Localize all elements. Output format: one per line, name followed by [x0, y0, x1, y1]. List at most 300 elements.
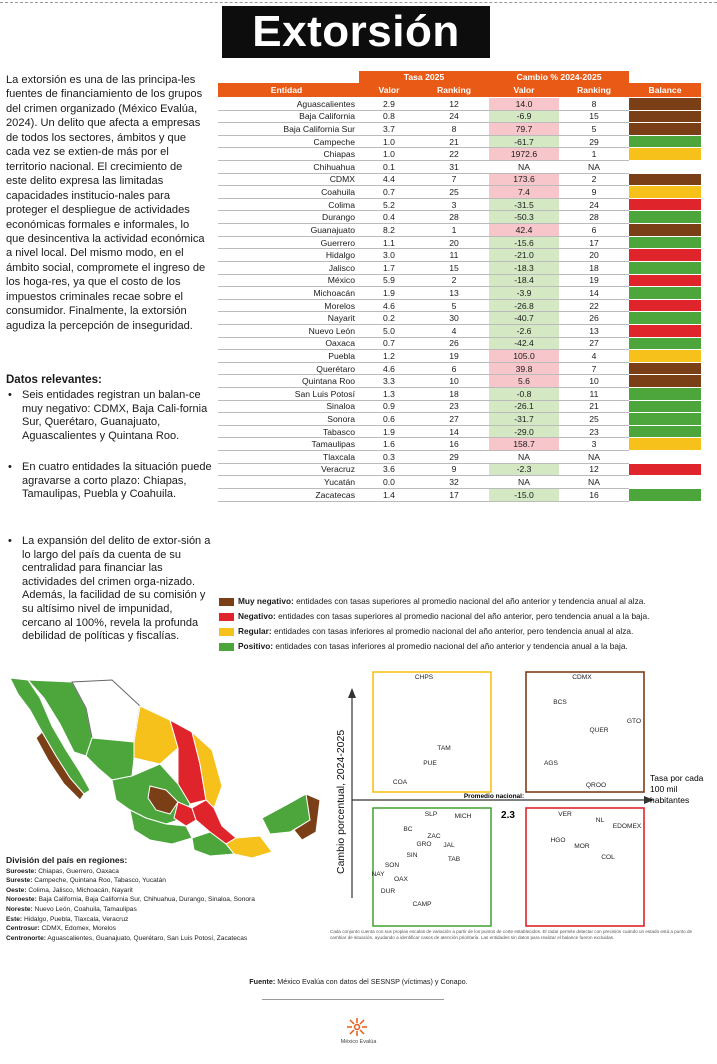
- intro-paragraph: La extorsión es una de las principa-les fuentes de financiamiento de los grupos del crimen organizado (México Evalúa, 2024). Un delito que afecta a empresas de todos los sectores, ámbitos y que cada vez se extien-de más por el territorio nacional. El crecimiento de este delito expresa las limitadas capacidades institucio-nales para proteger el despliegue de actividades económicas formales e informales, lo que desincentiva la actividad económica a nivel local. Del mismo modo, en el ámbito social, compromete el ingreso de los hoga-res, ya que el costo de los impuestos criminales recae sobre el consumidor. Finalmente, la extorsión agudiza la percepción de inseguridad.: [6, 74, 206, 332]
- cambio-value: NA: [489, 161, 559, 174]
- group-header-cambio: Cambio % 2024-2025: [489, 71, 629, 83]
- balance-swatch: [629, 362, 701, 375]
- cambio-rank: NA: [559, 161, 629, 174]
- cambio-value: -26.1: [489, 400, 559, 413]
- cambio-value: -2.3: [489, 463, 559, 476]
- tasa-value: 1.9: [359, 287, 419, 300]
- balance-swatch: [629, 236, 701, 249]
- cambio-rank: 27: [559, 337, 629, 350]
- region-item: Noroeste: Baja California, Baja California Sur, Chihuahua, Durango, Sinaloa, Sonora: [6, 896, 255, 904]
- tasa-rank: 17: [419, 488, 489, 501]
- state-name: Sonora: [218, 413, 359, 426]
- cambio-rank: 20: [559, 249, 629, 262]
- cambio-rank: 5: [559, 123, 629, 136]
- table-row: [218, 274, 701, 287]
- table-row: [218, 388, 701, 401]
- tasa-value: 4.4: [359, 173, 419, 186]
- tasa-value: 0.4: [359, 211, 419, 224]
- source-line: Fuente: México Evalúa con datos del SESNSP (víctimas) y Conapo.: [249, 977, 468, 986]
- balance-swatch: [629, 425, 701, 438]
- cambio-value: 173.6: [489, 173, 559, 186]
- table-row: [218, 161, 701, 174]
- state-name: Nuevo León: [218, 324, 359, 337]
- tasa-value: 5.2: [359, 198, 419, 211]
- scatter-point-slp: SLP: [424, 811, 438, 818]
- cambio-value: -0.8: [489, 388, 559, 401]
- balance-swatch: [629, 476, 701, 489]
- table-row: [218, 476, 701, 489]
- scatter-point-coa: COA: [392, 779, 408, 786]
- cambio-value: 14.0: [489, 98, 559, 111]
- scatter-point-bcs: BCS: [553, 699, 567, 706]
- balance-swatch: [629, 211, 701, 224]
- state-name: Tabasco: [218, 425, 359, 438]
- tasa-rank: 9: [419, 463, 489, 476]
- scatter-point-sin: SIN: [406, 852, 418, 859]
- table-row: [218, 224, 701, 237]
- tasa-value: 0.7: [359, 337, 419, 350]
- table-row: [218, 299, 701, 312]
- cambio-rank: 22: [559, 299, 629, 312]
- ranking-table: [218, 71, 701, 502]
- scatter-point-col: COL: [601, 854, 615, 861]
- cambio-rank: 3: [559, 438, 629, 451]
- page-title: Extorsión: [222, 6, 490, 58]
- tasa-rank: 25: [419, 186, 489, 199]
- scatter-point-son: SON: [384, 862, 400, 869]
- cambio-value: 105.0: [489, 350, 559, 363]
- state-name: Aguascalientes: [218, 98, 359, 111]
- cambio-rank: 26: [559, 312, 629, 325]
- tasa-rank: 5: [419, 299, 489, 312]
- cambio-rank: 6: [559, 224, 629, 237]
- tasa-rank: 11: [419, 249, 489, 262]
- scatter-point-ver: VER: [558, 811, 572, 818]
- legend-item: Positivo: entidades con tasas inferiores al promedio nacional del año anterior y tendencia anual a la baja.: [219, 641, 628, 651]
- region-item: Noreste: Nuevo León, Coahuila, Tamaulipas: [6, 905, 137, 913]
- tasa-value: 0.3: [359, 451, 419, 464]
- tasa-rank: 19: [419, 350, 489, 363]
- scatter-point-nl: NL: [595, 817, 605, 824]
- table-row: [218, 463, 701, 476]
- column-header: Entidad: [218, 83, 359, 98]
- scatter-point-tab: TAB: [447, 856, 461, 863]
- cambio-rank: 2: [559, 173, 629, 186]
- legend-item: Negativo: entidades con tasas superiores al promedio nacional del año anterior, pero tendencia anual a la baja.: [219, 611, 649, 621]
- tasa-value: 1.7: [359, 261, 419, 274]
- tasa-rank: 2: [419, 274, 489, 287]
- table-row: [218, 438, 701, 451]
- tasa-value: 1.0: [359, 148, 419, 161]
- state-name: Coahuila: [218, 186, 359, 199]
- column-header: Ranking: [419, 83, 489, 98]
- cambio-rank: 1: [559, 148, 629, 161]
- tasa-value: 1.4: [359, 488, 419, 501]
- tasa-rank: 7: [419, 173, 489, 186]
- state-name: Jalisco: [218, 261, 359, 274]
- tasa-rank: 32: [419, 476, 489, 489]
- balance-swatch: [629, 161, 701, 174]
- table-row: [218, 186, 701, 199]
- cambio-value: -42.4: [489, 337, 559, 350]
- balance-swatch: [629, 123, 701, 136]
- cambio-value: -21.0: [489, 249, 559, 262]
- table-row: [218, 337, 701, 350]
- region-item: Suroeste: Chiapas, Guerrero, Oaxaca: [6, 867, 119, 875]
- scatter-point-dur: DUR: [380, 888, 396, 895]
- relevant-title: Datos relevantes:: [6, 374, 102, 386]
- state-name: Chiapas: [218, 148, 359, 161]
- state-name: Quintana Roo: [218, 375, 359, 388]
- scatter-point-cdmx: CDMX: [572, 674, 592, 681]
- balance-swatch: [629, 274, 701, 287]
- scatter-point-oax: OAX: [394, 876, 408, 883]
- tasa-rank: 22: [419, 148, 489, 161]
- cambio-rank: 15: [559, 110, 629, 123]
- column-header: Ranking: [559, 83, 629, 98]
- x-axis-label-line: Tasa por cada: [650, 773, 704, 783]
- table-row: [218, 123, 701, 136]
- balance-swatch: [629, 299, 701, 312]
- cambio-value: -15.0: [489, 488, 559, 501]
- balance-swatch: [629, 261, 701, 274]
- tasa-value: 0.2: [359, 312, 419, 325]
- state-name: Morelos: [218, 299, 359, 312]
- tasa-rank: 14: [419, 425, 489, 438]
- balance-swatch: [629, 400, 701, 413]
- logo-text: México Evalúa: [340, 1039, 377, 1045]
- tasa-rank: 12: [419, 98, 489, 111]
- balance-swatch: [629, 98, 701, 111]
- chart-note: Cada conjunto cuenta con sus propias escalas de variación a partir de los puntos de corte establecidos. El radar permite detectar con precisión cuándo un estado está a punto de cambiar de situación, ayudando a identificar casos de atención prioritaria. Las entidades sin datos para realizar el balance fueron excluidas.: [330, 929, 693, 940]
- tasa-rank: 3: [419, 198, 489, 211]
- tasa-rank: 4: [419, 324, 489, 337]
- balance-swatch: [629, 463, 701, 476]
- balance-swatch: [629, 186, 701, 199]
- tasa-value: 2.9: [359, 98, 419, 111]
- cambio-value: -31.7: [489, 413, 559, 426]
- tasa-value: 8.2: [359, 224, 419, 237]
- scatter-point-jal: JAL: [443, 842, 455, 849]
- balance-swatch: [629, 350, 701, 363]
- balance-swatch: [629, 375, 701, 388]
- mean-value: 2.3: [501, 810, 515, 821]
- state-name: Tamaulipas: [218, 438, 359, 451]
- legend-swatch: [219, 598, 234, 606]
- y-axis-arrow: [348, 688, 356, 698]
- scatter-point-ags: AGS: [544, 760, 558, 767]
- cambio-value: -40.7: [489, 312, 559, 325]
- legend-item: Regular: entidades con tasas inferiores al promedio nacional del año anterior, pero tendencia anual al alza.: [219, 626, 633, 636]
- cambio-value: 1972.6: [489, 148, 559, 161]
- state-name: Oaxaca: [218, 337, 359, 350]
- tasa-value: 0.1: [359, 161, 419, 174]
- tasa-rank: 6: [419, 362, 489, 375]
- cambio-rank: 24: [559, 198, 629, 211]
- legend-swatch: [219, 643, 234, 651]
- table-row: [218, 350, 701, 363]
- state-name: Michoacán: [218, 287, 359, 300]
- cambio-value: NA: [489, 476, 559, 489]
- y-axis-label: Cambio porcentual, 2024-2025: [335, 729, 347, 874]
- scatter-point-nay: NAY: [371, 871, 385, 878]
- scatter-point-gto: GTO: [626, 718, 642, 725]
- table-row: [218, 400, 701, 413]
- tasa-rank: 15: [419, 261, 489, 274]
- map-region-durango: [86, 738, 134, 780]
- relevant-bullet: • La expansión del delito de extor-sión a lo largo del país da cuenta de su centralidad para financiar las actividades del crimen orga-nizado. Además, la facilidad de su comisión y su altísimo nivel de impunidad, cercano al 100%, revela la profunda debilidad de políticas y fiscalías.: [8, 535, 212, 644]
- tasa-value: 4.6: [359, 362, 419, 375]
- tasa-value: 1.9: [359, 425, 419, 438]
- legend-swatch: [219, 613, 234, 621]
- tasa-rank: 1: [419, 224, 489, 237]
- cambio-rank: 7: [559, 362, 629, 375]
- region-item: Oeste: Colima, Jalisco, Michoacán, Nayarit: [6, 886, 133, 894]
- state-name: Hidalgo: [218, 249, 359, 262]
- cambio-value: -6.9: [489, 110, 559, 123]
- scatter-point-tam: TAM: [437, 745, 451, 752]
- tasa-rank: 8: [419, 123, 489, 136]
- cambio-value: 79.7: [489, 123, 559, 136]
- balance-swatch: [629, 413, 701, 426]
- relevant-bullet: • Seis entidades registran un balan-ce muy negativo: CDMX, Baja Cali-fornia Sur, Querétaro, Guanajuato, Aguascalientes y Quintana Roo.: [8, 389, 222, 443]
- cambio-rank: 18: [559, 261, 629, 274]
- tasa-value: 3.0: [359, 249, 419, 262]
- column-header: Valor: [489, 83, 559, 98]
- tasa-value: 4.6: [359, 299, 419, 312]
- cambio-value: -61.7: [489, 135, 559, 148]
- region-item: Centronorte: Aguascalientes, Guanajuato, Querétaro, San Luis Potosí, Zacatecas: [6, 934, 248, 942]
- balance-swatch: [629, 388, 701, 401]
- tasa-rank: 20: [419, 236, 489, 249]
- tasa-rank: 28: [419, 211, 489, 224]
- map-region-coahuila: [134, 706, 178, 764]
- balance-swatch: [629, 135, 701, 148]
- cambio-rank: 4: [559, 350, 629, 363]
- scatter-point-zac: ZAC: [427, 833, 441, 840]
- quadrant-muy-negativo: [526, 672, 644, 792]
- table-row: [218, 236, 701, 249]
- cambio-rank: 9: [559, 186, 629, 199]
- table-row: [218, 312, 701, 325]
- tasa-rank: 31: [419, 161, 489, 174]
- x-axis-label-line: 100 mil: [650, 784, 678, 794]
- tasa-value: 3.3: [359, 375, 419, 388]
- tasa-value: 3.7: [359, 123, 419, 136]
- table-row: [218, 148, 701, 161]
- table-row: [218, 362, 701, 375]
- balance-swatch: [629, 148, 701, 161]
- cambio-value: 158.7: [489, 438, 559, 451]
- tasa-rank: 10: [419, 375, 489, 388]
- state-name: Zacatecas: [218, 488, 359, 501]
- cambio-value: 39.8: [489, 362, 559, 375]
- region-item: Centrosur: CDMX, Edomex, Morelos: [6, 925, 116, 933]
- balance-swatch: [629, 438, 701, 451]
- tasa-rank: 23: [419, 400, 489, 413]
- cambio-value: -18.3: [489, 261, 559, 274]
- tasa-value: 1.6: [359, 438, 419, 451]
- state-name: CDMX: [218, 173, 359, 186]
- tasa-value: 3.6: [359, 463, 419, 476]
- state-name: Nayarit: [218, 312, 359, 325]
- quadrant-regular: [373, 672, 491, 792]
- cambio-value: -50.3: [489, 211, 559, 224]
- state-name: Campeche: [218, 135, 359, 148]
- tasa-rank: 27: [419, 413, 489, 426]
- scatter-point-pue: PUE: [423, 760, 437, 767]
- cambio-rank: 13: [559, 324, 629, 337]
- state-name: San Luis Potosí: [218, 388, 359, 401]
- state-name: Tlaxcala: [218, 451, 359, 464]
- table-row: [218, 488, 701, 501]
- state-name: Sinaloa: [218, 400, 359, 413]
- regions-list: [6, 856, 255, 943]
- balance-swatch: [629, 312, 701, 325]
- scatter-point-qroo: QROO: [585, 782, 607, 789]
- map-region-chiapas: [226, 836, 272, 858]
- tasa-value: 0.8: [359, 110, 419, 123]
- table-row: [218, 135, 701, 148]
- cambio-rank: 11: [559, 388, 629, 401]
- table-row: [218, 198, 701, 211]
- column-header: Valor: [359, 83, 419, 98]
- tasa-value: 5.0: [359, 324, 419, 337]
- cambio-rank: 25: [559, 413, 629, 426]
- footer-divider: [262, 999, 444, 1000]
- state-name: Puebla: [218, 350, 359, 363]
- tasa-rank: 29: [419, 451, 489, 464]
- tasa-value: 0.0: [359, 476, 419, 489]
- state-name: Querétaro: [218, 362, 359, 375]
- tasa-value: 1.0: [359, 135, 419, 148]
- cambio-rank: 19: [559, 274, 629, 287]
- scatter-point-hgo: HGO: [550, 837, 566, 844]
- legend-swatch: [219, 628, 234, 636]
- table-row: [218, 287, 701, 300]
- tasa-value: 5.9: [359, 274, 419, 287]
- scatter-point-mor: MOR: [574, 843, 590, 850]
- scatter-point-camp: CAMP: [412, 901, 432, 908]
- scatter-point-quer: QUER: [589, 727, 609, 734]
- region-item: Este: Hidalgo, Puebla, Tlaxcala, Veracruz: [6, 915, 129, 923]
- relevant-bullet: • En cuatro entidades la situación puede agravarse a corto plazo: Chiapas, Tamaulipas, Puebla y Coahuila.: [8, 461, 222, 502]
- balance-swatch: [629, 451, 701, 464]
- map-region-centrosur: [174, 802, 196, 826]
- column-header: Balance: [629, 83, 701, 98]
- tasa-value: 1.1: [359, 236, 419, 249]
- balance-swatch: [629, 488, 701, 501]
- tasa-value: 1.3: [359, 388, 419, 401]
- scatter-point-chps: CHPS: [414, 674, 434, 681]
- tasa-rank: 18: [419, 388, 489, 401]
- balance-swatch: [629, 224, 701, 237]
- cambio-rank: 14: [559, 287, 629, 300]
- balance-swatch: [629, 198, 701, 211]
- mexico-evalua-logo: [346, 1017, 368, 1037]
- cambio-rank: 23: [559, 425, 629, 438]
- top-divider: [0, 2, 717, 3]
- table-row: [218, 413, 701, 426]
- mexico-map: [0, 668, 328, 858]
- tasa-value: 0.6: [359, 413, 419, 426]
- table-row: [218, 451, 701, 464]
- scatter-point-mich: MICH: [454, 813, 472, 820]
- cambio-rank: 21: [559, 400, 629, 413]
- group-header-tasa: Tasa 2025: [359, 71, 489, 83]
- cambio-value: 42.4: [489, 224, 559, 237]
- cambio-value: -2.6: [489, 324, 559, 337]
- table-row: [218, 261, 701, 274]
- state-name: Chihuahua: [218, 161, 359, 174]
- cambio-value: NA: [489, 451, 559, 464]
- tasa-value: 0.7: [359, 186, 419, 199]
- region-item: Sureste: Campeche, Quintana Roo, Tabasco, Yucatán: [6, 877, 166, 885]
- table-row: [218, 173, 701, 186]
- cambio-rank: 28: [559, 211, 629, 224]
- x-axis-label-line: habitantes: [650, 795, 690, 805]
- cambio-value: -29.0: [489, 425, 559, 438]
- state-name: México: [218, 274, 359, 287]
- state-name: Baja California: [218, 110, 359, 123]
- cambio-value: -3.9: [489, 287, 559, 300]
- cambio-value: -15.6: [489, 236, 559, 249]
- state-name: Guerrero: [218, 236, 359, 249]
- cambio-value: -18.4: [489, 274, 559, 287]
- balance-swatch: [629, 324, 701, 337]
- scatter-point-gro: GRO: [416, 841, 432, 848]
- table-row: [218, 324, 701, 337]
- cambio-rank: 8: [559, 98, 629, 111]
- tasa-value: 0.9: [359, 400, 419, 413]
- tasa-rank: 13: [419, 287, 489, 300]
- cambio-value: 5.6: [489, 375, 559, 388]
- tasa-rank: 30: [419, 312, 489, 325]
- cambio-rank: 29: [559, 135, 629, 148]
- tasa-rank: 16: [419, 438, 489, 451]
- state-name: Veracruz: [218, 463, 359, 476]
- table-row: [218, 110, 701, 123]
- tasa-rank: 21: [419, 135, 489, 148]
- table-row: [218, 425, 701, 438]
- cambio-rank: NA: [559, 451, 629, 464]
- cambio-rank: NA: [559, 476, 629, 489]
- scatter-point-edomex: EDOMEX: [612, 823, 642, 830]
- tasa-rank: 26: [419, 337, 489, 350]
- cambio-rank: 16: [559, 488, 629, 501]
- balance-swatch: [629, 173, 701, 186]
- regions-title: División del país en regiones:: [6, 855, 128, 865]
- cambio-value: -31.5: [489, 198, 559, 211]
- cambio-rank: 17: [559, 236, 629, 249]
- scatter-point-bc: BC: [403, 826, 413, 833]
- tasa-rank: 24: [419, 110, 489, 123]
- balance-swatch: [629, 249, 701, 262]
- mean-label: Promedio nacional:: [463, 793, 525, 800]
- legend-item: Muy negativo: entidades con tasas superiores al promedio nacional del año anterior y tendencia anual al alza.: [219, 596, 646, 606]
- state-name: Durango: [218, 211, 359, 224]
- table-row: [218, 249, 701, 262]
- tasa-value: 1.2: [359, 350, 419, 363]
- scatter-chart: [328, 664, 713, 930]
- table-row: [218, 98, 701, 111]
- state-name: Baja California Sur: [218, 123, 359, 136]
- cambio-rank: 12: [559, 463, 629, 476]
- table-row: [218, 211, 701, 224]
- cambio-value: -26.8: [489, 299, 559, 312]
- balance-swatch: [629, 110, 701, 123]
- table-row: [218, 375, 701, 388]
